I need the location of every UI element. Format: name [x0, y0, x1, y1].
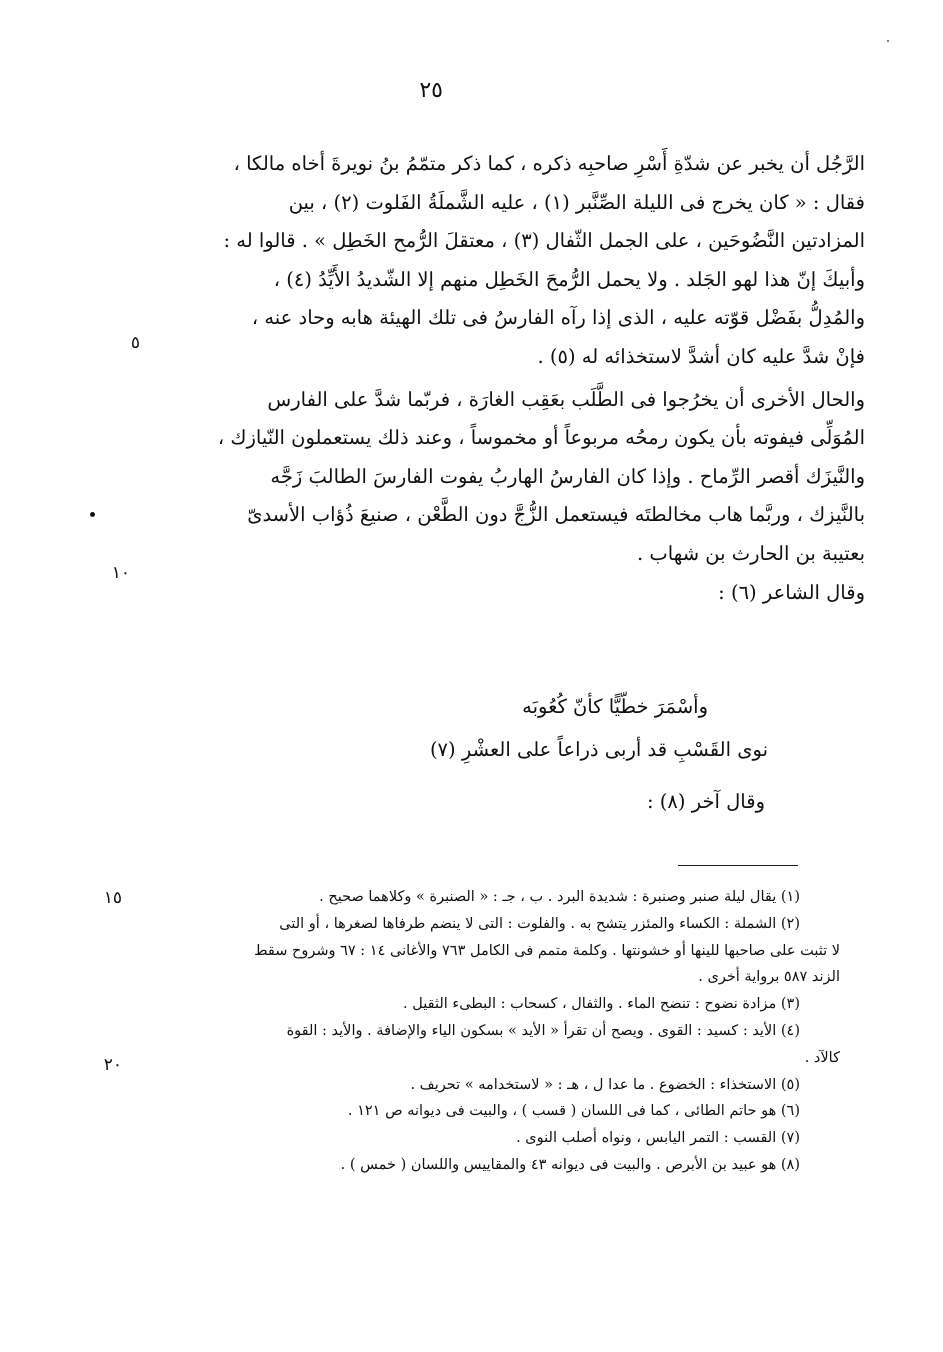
text-line: المُوَلِّى فيفوته بأن يكون رمحُه مربوعاً أو مخموساً ، وعند ذلك يستعملون النّيازك ،	[217, 426, 865, 450]
text-line: بالنَّيزك ، وربَّما هاب مخالطتَه فيستعمل الزُّجَّ دون الطَّعْن ، صنيعَ ذُؤاب الأسدىّ	[247, 503, 865, 527]
text-line: فقال : « كان يخرج فى الليلة الصِّنَّبر (١) ، عليه الشَّملَةُ الفَلوت (٢) ، بين	[288, 190, 865, 214]
footnote-line: (١) يقال ليلة صنبر وصنبرة : شديدة البرد . ب ، جـ : « الصنبرة » وكلاهما صحيح .	[319, 889, 800, 905]
footnote-line: (٧) القسب : التمر اليابس ، ونواه أصلب النوى .	[516, 1130, 800, 1147]
margin-line-number: ١٥	[103, 888, 122, 908]
margin-line-number: ١٠	[111, 563, 130, 583]
text-line: وأبيكَ إنّ هذا لهو الجَلد . ولا يحمل الرُّمحَ الخَطِل منهم إلا الشّديدُ الأَيِّدُ (٤) ،	[273, 267, 865, 291]
margin-line-number: ٢٠	[103, 1055, 122, 1075]
verse-second-hemistich: نوى القَسْبِ قد أربى ذراعاً على العشْرِ (٧)	[429, 738, 768, 761]
margin-mark	[90, 512, 95, 517]
footnote-line: (٦) هو حاتم الطائى ، كما فى اللسان ( قسب ) ، والبيت فى ديوانه ص ١٢١ .	[347, 1103, 800, 1120]
footnote-line: الزند ٥٨٧ برواية أخرى .	[698, 969, 840, 986]
margin-line-number: ٥	[130, 333, 140, 353]
footnote-line: (٢) الشملة : الكساء والمئزر يتشح به . والفلوت : التى لا ينضم طرفاها لصغرها ، أو التى	[279, 915, 800, 932]
text-line: والمُدِلُّ بفَضْل قوّته عليه ، الذى إذا رآه الفارسُ فى تلك الهيئة هابه وحاد عنه ،	[251, 306, 865, 330]
text-line: الرَّجُل أن يخبر عن شدّةِ أَسْرِ صاحبِه ذكره ، كما ذكر متمّمُ بنُ نويرةَ أخاه مالكا ،	[233, 152, 865, 175]
scan-speck	[887, 40, 889, 42]
footnote-line: لا تثبت على صاحبها للينها أو خشونتها . وكلمة متمم فى الكامل ٧٦٣ والأغانى ١٤ : ٦٧ وشروح سقط	[254, 942, 840, 959]
poem-intro-second: وقال آخر (٨) :	[647, 790, 765, 813]
footnote-line: (٤) الأيد : كسيد : القوى . ويصح أن تقرأ « الأيد » بسكون الياء والإضافة . والأيد : القوة	[286, 1022, 800, 1039]
footnote-divider	[678, 865, 798, 866]
footnote-line: كالآد .	[804, 1049, 840, 1066]
text-line: فإنْ شدَّ عليه كان أشدَّ لاستخذائه له (٥) .	[537, 344, 865, 368]
verse-first-hemistich: وأسْمَرَ خطّيًّا كأنّ كُعُوبَه	[522, 695, 708, 718]
footnote-line: (٨) هو عبيد بن الأبرص . والبيت فى ديوانه ٤٣ والمقاييس واللسان ( خمس ) .	[340, 1156, 800, 1173]
text-line: والنَّيزَك أقصر الرِّماح . وإذا كان الفارسُ الهاربُ يفوت الفارسَ الطالبَ زَجَّه	[270, 464, 865, 488]
main-text	[160, 145, 865, 612]
page-number: ٢٥	[419, 78, 443, 103]
poem-intro: وقال الشاعر (٦) :	[718, 580, 865, 604]
text-line: بعتيبة بن الحارث بن شهاب .	[637, 541, 865, 565]
footnote-line: (٣) مزادة نضوح : تنضح الماء . والثفال ، كسحاب : البطىء الثقيل .	[403, 996, 800, 1013]
text-line: المزادتين النَّضُوحَين ، على الجمل الثّفال (٣) ، معتقلَ الرُّمح الخَطِل » . قالوا له :	[223, 229, 865, 253]
footnote-line: (٥) الاستخذاء : الخضوع . ما عدا ل ، هـ : « لاستخدامه » تحريف .	[410, 1076, 800, 1093]
text-line: والحال الأخرى أن يخرُجوا فى الطَّلَب بعَقِب الغارَة ، فربّما شدَّ على الفارس	[267, 387, 865, 411]
footnotes	[160, 884, 840, 1179]
